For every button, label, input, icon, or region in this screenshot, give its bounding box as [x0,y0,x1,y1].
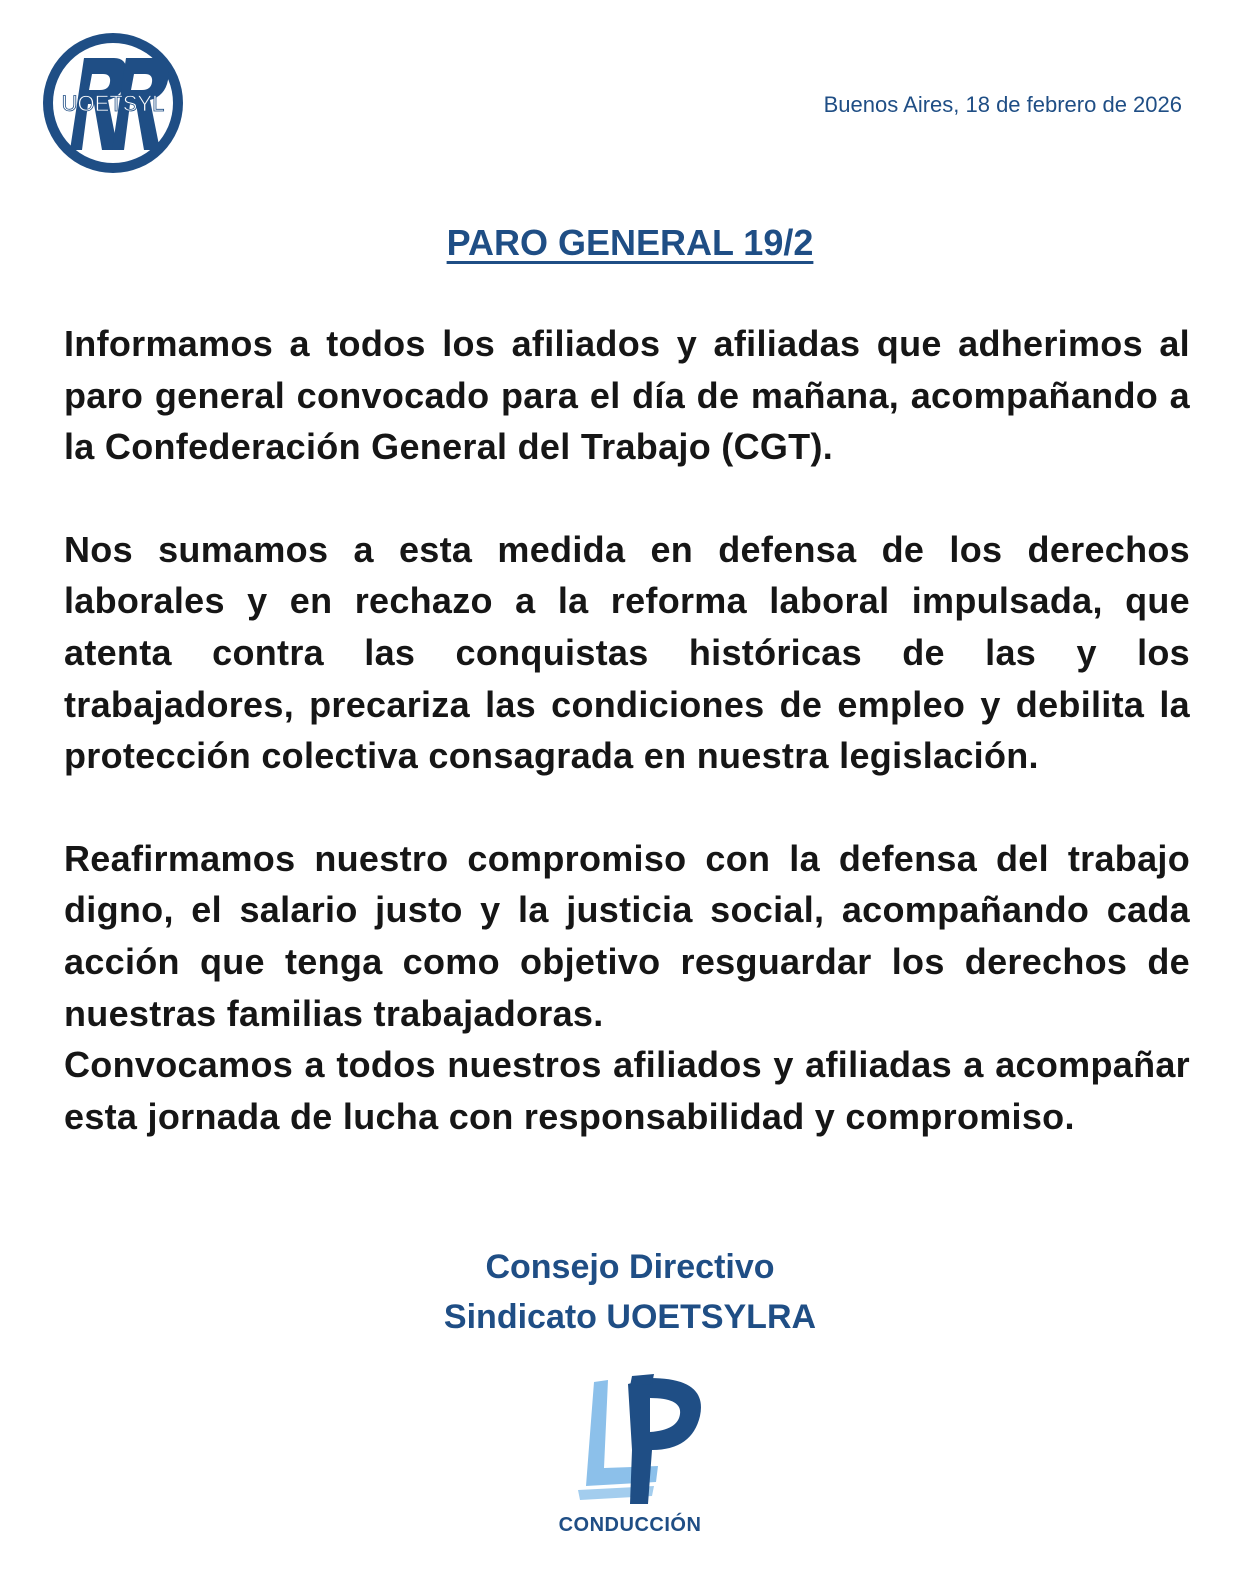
statement-body [64,318,1190,1142]
page-title: PARO GENERAL 19/2 [446,222,814,263]
paragraph-commitment: Reafirmamos nuestro compromiso con la defensa del trabajo digno, el salario justo y la justicia social, acompañando cada acción que tenga como objetivo resguardar los derechos de nuestras familias trabajadoras. [64,837,1190,1034]
lp-logo [558,1372,708,1516]
signature-union: Sindicato UOETSYLRA [443,1298,817,1336]
paragraph-call: Convocamos a todos nuestros afiliados y afiliadas a acompañar esta jornada de lucha con responsabilidad y compromiso. [64,1044,1190,1137]
paragraph-defense: Nos sumamos a esta medida en defensa de los derechos laborales y en rechazo a la reforma laboral impulsada, que atenta contra las conquistas históricas de las y los trabajadores, precariza las condiciones de empleo y debilita la protección colectiva consagrada en nuestra legislación. [64,528,1190,777]
footer-logo-text: CONDUCCIÓN [558,1514,702,1536]
union-logo-text: UOETSYL [61,91,165,116]
paragraph-adhesion: Informamos a todos los afiliados y afiliadas que adherimos al paro general convocado para el día de mañana, acompañando a la Confederación General del Trabajo (CGT). [64,323,1190,468]
document-date: Buenos Aires, 18 de febrero de 2026 [823,92,1182,117]
signature-council: Consejo Directivo [485,1248,775,1286]
signature-block [0,1242,1260,1342]
union-logo [40,30,186,176]
